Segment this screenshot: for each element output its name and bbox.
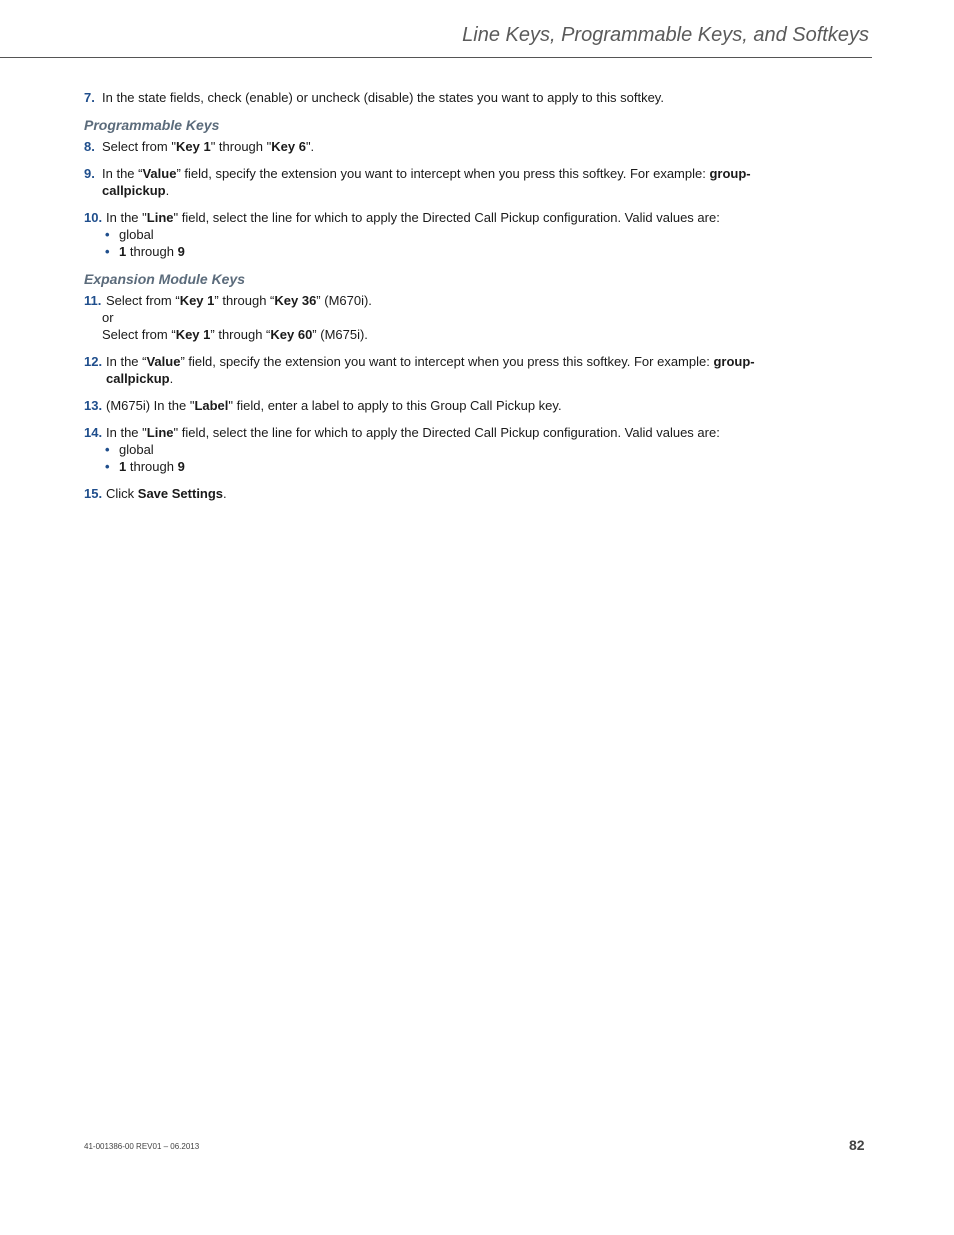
or-separator: or: [102, 310, 114, 325]
step-number: 9.: [84, 166, 95, 181]
step-9: [84, 165, 784, 199]
step-number: 11.: [84, 293, 102, 308]
step-text: Click Save Settings.: [106, 486, 227, 501]
step-8: [84, 138, 784, 155]
step-15: [84, 485, 784, 502]
step-text: In the "Line" field, select the line for which to apply the Directed Call Pickup configuration. Valid values are:: [106, 425, 720, 440]
section-heading-expansion-module-keys: Expansion Module Keys: [84, 271, 246, 287]
footer-page-number: 82: [849, 1137, 865, 1153]
page-content: [84, 89, 784, 512]
step-10: [84, 209, 784, 260]
step-7: [84, 89, 784, 106]
step-text: In the “Value” field, specify the extension you want to intercept when you press this softkey. For example: group-callpickup.: [106, 354, 755, 386]
step-text: (M675i) In the "Label" field, enter a label to apply to this Group Call Pickup key.: [106, 398, 562, 413]
step-text: In the "Line" field, select the line for which to apply the Directed Call Pickup configuration. Valid values are:: [106, 210, 720, 225]
step-11: [84, 292, 784, 343]
step-number: 8.: [84, 139, 95, 154]
page-header-title: Line Keys, Programmable Keys, and Softkeys: [462, 24, 869, 46]
valid-values-list: [102, 226, 784, 260]
step-number: 12.: [84, 354, 103, 369]
footer-document-id: 41-001386-00 REV01 – 06.2013: [84, 1142, 200, 1151]
step-12: [84, 353, 784, 387]
step-number: 14.: [84, 425, 103, 440]
valid-values-list: [102, 441, 784, 475]
header-divider: [0, 57, 872, 58]
list-item: • 1 through 9: [102, 458, 784, 475]
step-number: 7.: [84, 90, 95, 105]
list-item: • global: [102, 441, 784, 458]
step-text: In the state fields, check (enable) or uncheck (disable) the states you want to apply to this softkey.: [102, 90, 664, 105]
step-text: Select from “Key 1” through “Key 36” (M670i).: [106, 293, 372, 308]
list-item: • 1 through 9: [102, 243, 784, 260]
step-14: [84, 424, 784, 475]
section-heading-programmable-keys: Programmable Keys: [84, 117, 220, 133]
step-number: 15.: [84, 486, 103, 501]
step-number: 13.: [84, 398, 103, 413]
list-item: • global: [102, 226, 784, 243]
step-text: Select from "Key 1" through "Key 6".: [102, 139, 315, 154]
step-13: [84, 397, 784, 414]
step-text-alt: Select from “Key 1” through “Key 60” (M675i).: [102, 327, 368, 342]
step-text: In the “Value” field, specify the extension you want to intercept when you press this softkey. For example: group-callpickup.: [102, 166, 751, 198]
step-number: 10.: [84, 210, 103, 225]
